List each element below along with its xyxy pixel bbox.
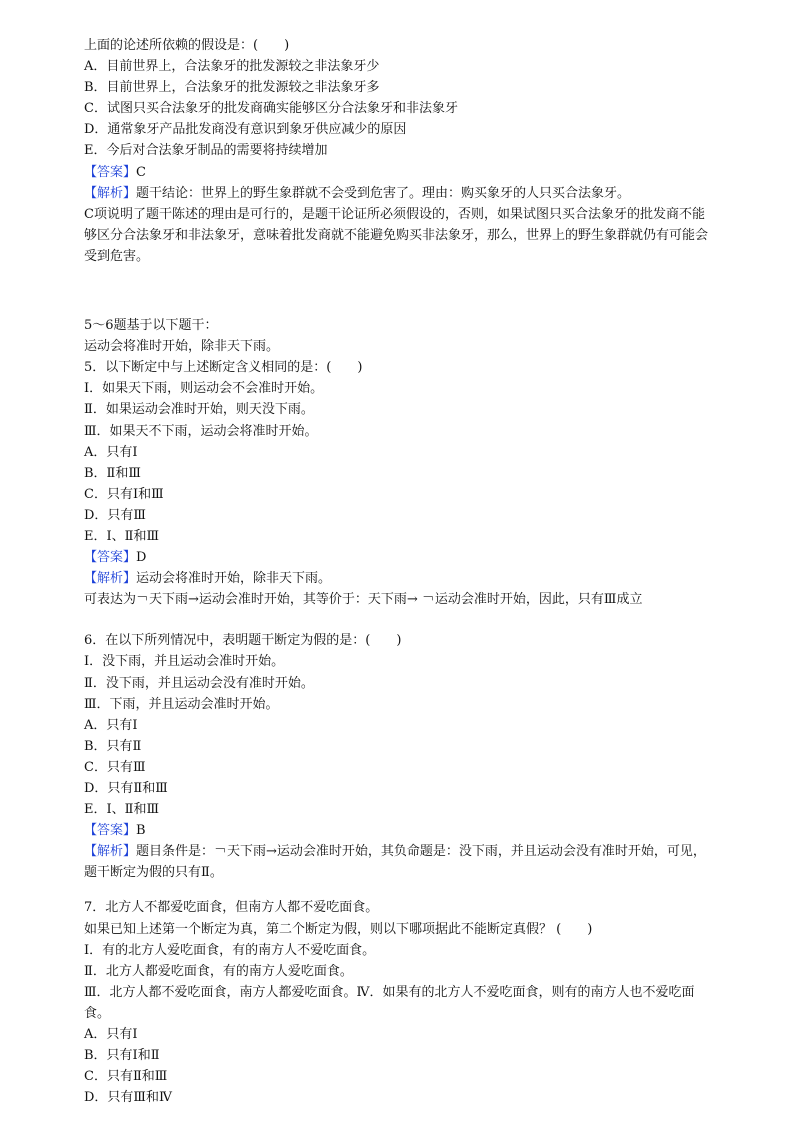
option-a: A．目前世界上，合法象牙的批发源较之非法象牙少 (84, 59, 380, 75)
document-page (84, 35, 712, 1108)
option-d: D．通常象牙产品批发商没有意识到象牙供应减少的原因 (84, 122, 407, 138)
answer-line (84, 547, 712, 568)
statement-1: Ⅰ．没下雨，并且运动会准时开始。 (84, 654, 285, 670)
answer-tag: 【答案】 (84, 550, 137, 566)
analysis-text: 运动会将准时开始，除非天下雨。 (136, 571, 332, 587)
analysis-tag: 【解析】 (84, 844, 137, 860)
option-e: E．Ⅰ、Ⅱ和Ⅲ (84, 802, 159, 818)
answer-value: D (136, 550, 147, 566)
option-e: E．Ⅰ、Ⅱ和Ⅲ (84, 528, 159, 544)
option-c: C．只有Ⅲ (84, 759, 146, 775)
answer-line (84, 162, 712, 183)
analysis-line (84, 183, 712, 204)
option-d: D．只有Ⅱ和Ⅲ (84, 781, 168, 796)
statement-3: Ⅲ．如果天不下雨，运动会将准时开始。 (84, 423, 318, 439)
option-c: C．只有Ⅱ和Ⅲ (84, 1069, 168, 1085)
option-d: D．只有Ⅲ (84, 507, 146, 523)
answer-line (84, 820, 712, 841)
option-b: B．只有Ⅰ和Ⅱ (84, 1048, 160, 1064)
option-b: B．只有Ⅱ (84, 738, 142, 754)
option-c: C．只有Ⅰ和Ⅲ (84, 486, 164, 502)
analysis-line (84, 568, 712, 589)
answer-value: B (136, 823, 146, 839)
question-stem: 6．在以下所列情况中，表明题干断定为假的是：( ) (84, 633, 402, 649)
question-stem: 5．以下断定中与上述断定含义相同的是：( ) (84, 360, 363, 376)
option-a: A．只有Ⅰ (84, 717, 138, 733)
statement-2: Ⅱ．没下雨，并且运动会没有准时开始。 (84, 675, 314, 691)
analysis-text: 题干结论：世界上的野生象群就不会受到危害了。理由：购买象牙的人只买合法象牙。 (136, 185, 631, 201)
analysis-text: 题目条件是：￢天下雨→运动会准时开始，其负命题是：没下雨，并且运动会没有准时开始，可见，题干断定为假的只有Ⅱ。 (84, 844, 706, 881)
group-premise: 运动会将准时开始，除非天下雨。 (84, 339, 280, 355)
option-c: C．试图只买合法象牙的批发商确实能够区分合法象牙和非法象牙 (84, 101, 458, 117)
statement-2: Ⅱ．如果运动会准时开始，则天没下雨。 (84, 402, 314, 418)
answer-tag: 【答案】 (84, 823, 137, 839)
statement-2: Ⅱ．北方人都爱吃面食，有的南方人爱吃面食。 (84, 963, 353, 979)
option-b: B．Ⅱ和Ⅲ (84, 465, 141, 481)
statement-1: Ⅰ．有的北方人爱吃面食，有的南方人不爱吃面食。 (84, 942, 376, 958)
question-stem: 7．北方人不都爱吃面食，但南方人都不爱吃面食。 (84, 900, 379, 916)
answer-value: C (136, 164, 146, 180)
statement-3-4: Ⅲ．北方人都不爱吃面食，南方人都爱吃面食。Ⅳ．如果有的北方人不爱吃面食，则有的南方人也不爱吃面食。 (84, 984, 695, 1021)
option-e: E．今后对合法象牙制品的需要将持续增加 (84, 143, 328, 159)
option-a: A．只有Ⅰ (84, 1027, 138, 1043)
question-stem: 上面的论述所依赖的假设是：( ) (84, 38, 290, 53)
statement-3: Ⅲ．下雨，并且运动会准时开始。 (84, 696, 279, 712)
answer-tag: 【答案】 (84, 164, 137, 180)
option-d: D．只有Ⅲ和Ⅳ (84, 1090, 172, 1106)
analysis-formula: 可表达为￢天下雨→运动会准时开始，其等价于：天下雨→ ￢运动会准时开始，因此，只有Ⅲ成立 (84, 592, 643, 608)
analysis-tag: 【解析】 (84, 571, 137, 587)
analysis-tag: 【解析】 (84, 185, 137, 201)
question-stem-2: 如果已知上述第一个断定为真，第二个断定为假，则以下哪项据此不能断定真假？ ( ) (84, 921, 593, 937)
analysis-paragraph: C项说明了题干陈述的理由是可行的，是题干论证所必须假设的，否则，如果试图只买合法象牙的批发商不能够区分合法象牙和非法象牙，意味着批发商就不能避免购买非法象牙，那么，世界上的野生象群就仍有可能会受到危害。 (84, 206, 709, 264)
option-a: A．只有Ⅰ (84, 444, 138, 460)
statement-1: Ⅰ．如果天下雨，则运动会不会准时开始。 (84, 381, 324, 397)
group-intro: 5～6题基于以下题干： (84, 318, 218, 334)
option-b: B．目前世界上，合法象牙的批发源较之非法象牙多 (84, 80, 380, 96)
analysis-line (84, 841, 712, 883)
